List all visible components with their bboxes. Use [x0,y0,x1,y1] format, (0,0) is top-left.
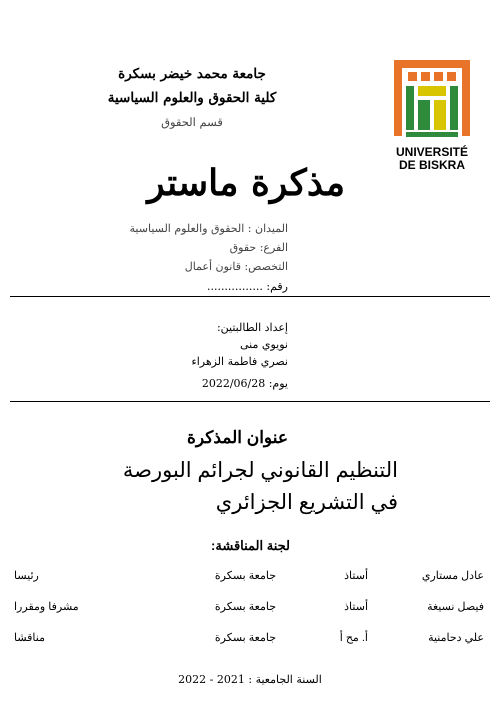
thesis-title: التنظيم القانوني لجرائم البورصة في التشريع الجزائري [122,459,398,514]
divider-top [10,296,490,297]
student-name: نويوي منى [240,338,288,351]
logo-wordmark [386,146,478,172]
table-row [14,622,484,653]
divider-bottom [10,401,490,402]
defense-date: يوم: 2022/06/28 [201,377,288,390]
document-title: مذكرة ماستر [147,162,345,204]
jury-member-rank: أ. مح أ [339,632,368,644]
jury-member-role: مشرفا ومقررا [14,601,79,613]
academic-year: السنة الجامعية : 2021 - 2022 [178,673,322,686]
specialty-line: التخصص: قانون أعمال [184,260,288,273]
university-name: جامعة محمد خيضر بسكرة [118,66,266,82]
jury-table [14,560,484,653]
jury-member-name: عادل مستاري [421,570,484,582]
logo-line-1: UNIVERSITÉ [395,145,468,159]
jury-member-university: جامعة بسكرة [214,570,276,582]
logo-arch [394,60,470,137]
jury-member-rank: أستاذ [344,601,368,613]
thesis-heading: عنوان المذكرة [186,428,288,447]
jury-member-university: جامعة بسكرة [214,632,276,644]
jury-member-university: جامعة بسكرة [214,601,276,613]
jury-member-rank: أستاذ [344,570,368,582]
logo-line-2: DE BISKRA [398,158,465,172]
field-line: الميدان : الحقوق والعلوم السياسية [129,222,288,235]
number-line: رقم: ................ [206,280,288,293]
university-header [92,62,292,134]
table-row [14,591,484,622]
jury-heading: لجنة المناقشة: [211,538,290,553]
student-name: نصري فاطمة الزهراء [191,355,288,368]
jury-member-name: علي دحامنية [428,632,484,644]
department-name: قسم الحقوق [161,115,223,129]
prepared-by-label: إعداد الطالبتين: [216,321,288,334]
jury-member-role: مناقشا [14,632,45,644]
faculty-name: كلية الحقوق والعلوم السياسية [107,90,277,106]
jury-member-name: فيصل نسيغة [427,601,484,613]
jury-member-role: رئيسا [14,570,39,582]
table-row [14,560,484,591]
branch-line: الفرع: حقوق [229,241,288,254]
